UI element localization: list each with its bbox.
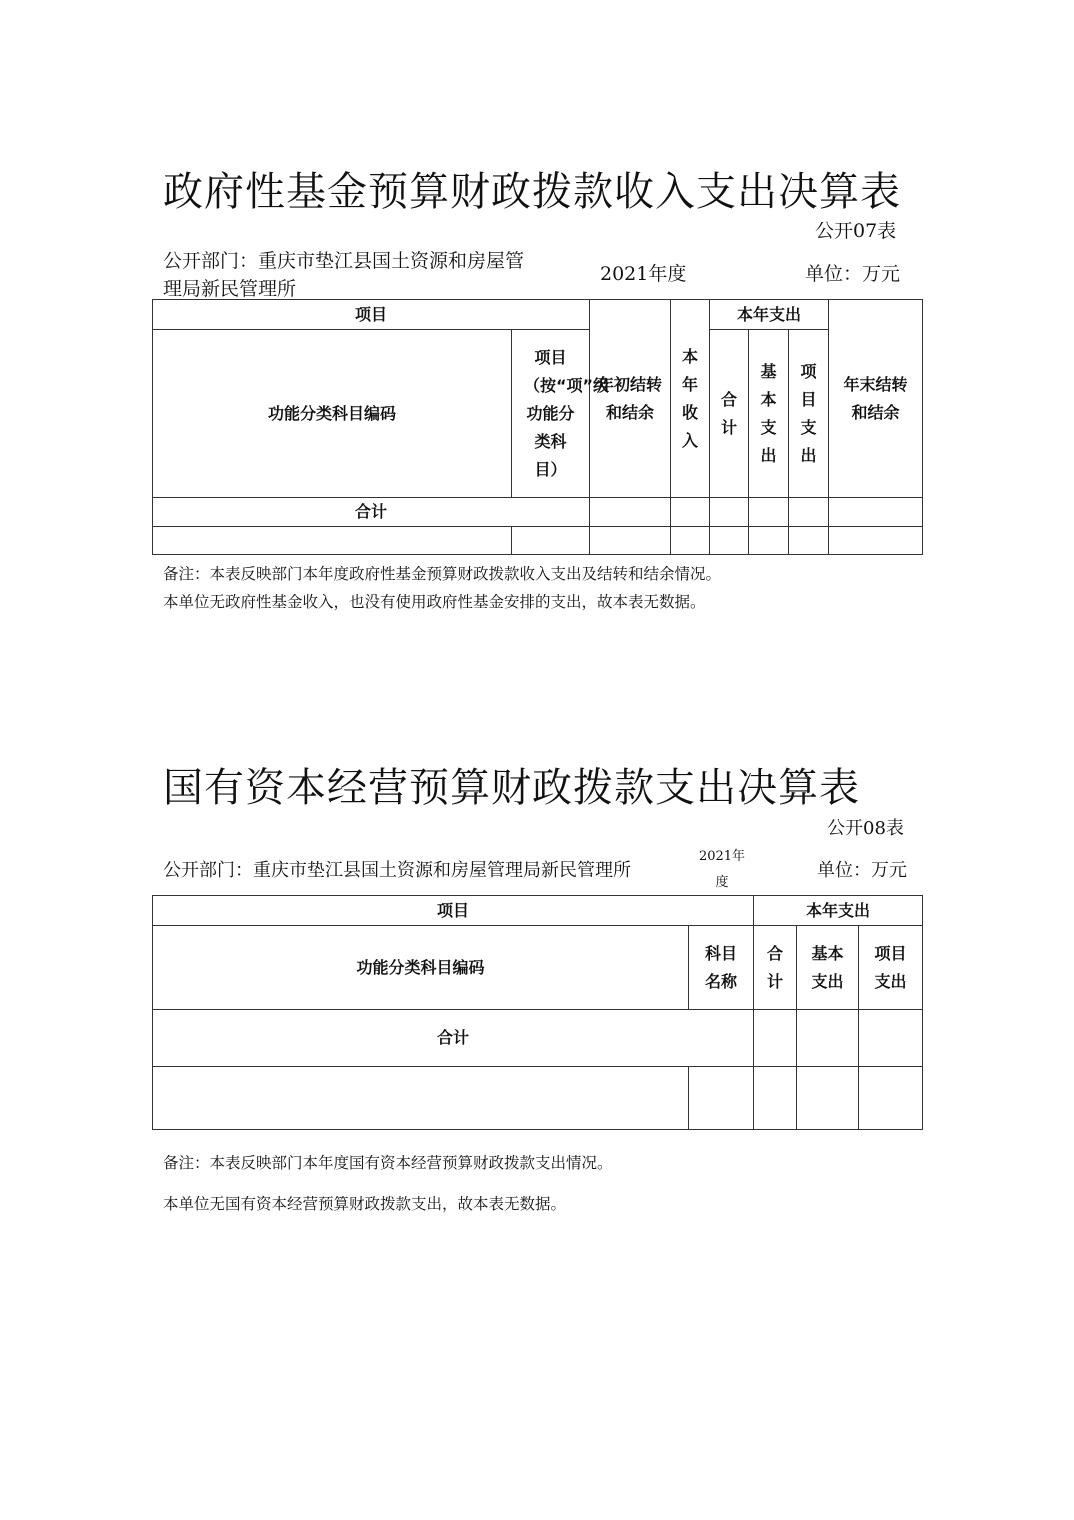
table08 (152, 895, 923, 1130)
table08-header-basic-expense: 基本支出 (797, 926, 859, 1010)
table-cell (590, 527, 671, 555)
table08-header-this-year-expense: 本年支出 (754, 896, 923, 926)
table07-header-begin-balance: 年初结转和结余 (590, 300, 671, 498)
table07-header-end-balance: 年末结转和结余 (829, 300, 923, 498)
table07-unit: 单位：万元 (805, 263, 901, 285)
table07-note1: 备注：本表反映部门本年度政府性基金预算财政拨款收入支出及结转和结余情况。 (163, 565, 722, 583)
table08-header-total: 合计 (754, 926, 797, 1010)
table07-header-project: 项目 (153, 300, 590, 330)
table08-note1: 备注：本表反映部门本年度国有资本经营预算财政拨款支出情况。 (163, 1154, 613, 1172)
table-cell (829, 498, 923, 527)
table07-total-label: 合计 (153, 498, 590, 527)
table08-header-project: 项目 (153, 896, 754, 926)
table07-header-func-code: 功能分类科目编码 (153, 330, 512, 498)
table08-total-label: 合计 (153, 1010, 754, 1067)
table07-form-no: 公开07表 (815, 220, 897, 242)
table-cell (754, 1067, 797, 1130)
table-cell (789, 498, 829, 527)
table-cell (859, 1010, 923, 1067)
table07-header-this-year-expense: 本年支出 (710, 300, 829, 330)
table08-header-project-expense: 项目支出 (859, 926, 923, 1010)
table07-dept-line2: 理局新民管理所 (163, 278, 297, 300)
table07-header-total: 合计 (710, 330, 749, 498)
table-cell (153, 1067, 689, 1130)
table-cell (859, 1067, 923, 1130)
table-cell (789, 527, 829, 555)
table08-header-func-code: 功能分类科目编码 (153, 926, 689, 1010)
table-cell (689, 1067, 754, 1130)
table-cell (153, 527, 512, 555)
table07-title: 政府性基金预算财政拨款收入支出决算表 (163, 169, 901, 215)
table-cell (710, 498, 749, 527)
table07-header-basic-expense: 基本支出 (749, 330, 789, 498)
table-cell (749, 498, 789, 527)
table08-note2: 本单位无国有资本经营预算财政拨款支出，故本表无数据。 (163, 1195, 567, 1213)
table08-form-no: 公开08表 (827, 818, 904, 839)
table-cell (797, 1067, 859, 1130)
table08-title: 国有资本经营预算财政拨款支出决算表 (163, 765, 860, 811)
table-cell (754, 1010, 797, 1067)
table07-header-item-name: 项目（按“项”级功能分类科目） (512, 330, 590, 498)
table-cell (512, 527, 590, 555)
table-cell (749, 527, 789, 555)
table07-note2: 本单位无政府性基金收入，也没有使用政府性基金安排的支出，故本表无数据。 (163, 593, 706, 611)
table07-header-project-expense: 项目支出 (789, 330, 829, 498)
table07-dept-line1: 公开部门：重庆市垫江县国土资源和房屋管 (163, 250, 525, 272)
table-cell (671, 527, 710, 555)
table08-dept: 公开部门：重庆市垫江县国土资源和房屋管理局新民管理所 (163, 860, 631, 881)
table08-header-subject-name: 科目名称 (689, 926, 754, 1010)
table-cell (829, 527, 923, 555)
table08-unit: 单位：万元 (817, 860, 907, 881)
table07 (152, 299, 923, 555)
table07-year: 2021年度 (600, 263, 687, 285)
table-cell (797, 1010, 859, 1067)
table08-year: 2021年度 (698, 849, 746, 890)
table-cell (710, 527, 749, 555)
table-cell (590, 498, 671, 527)
table07-header-this-year-income: 本年收入 (671, 300, 710, 498)
table-cell (671, 498, 710, 527)
